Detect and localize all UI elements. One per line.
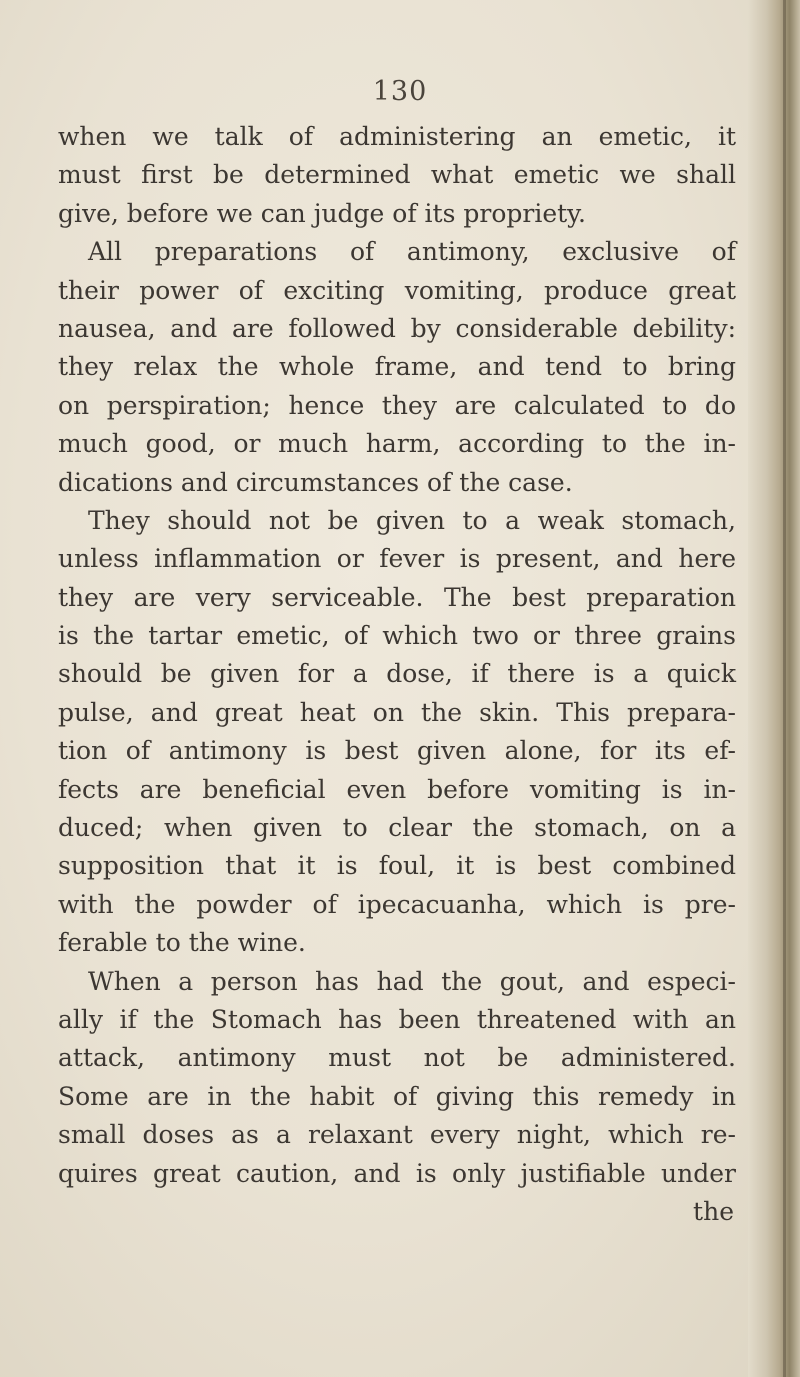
text-line: on perspiration; hence they are calculated to do [58,390,736,420]
text-line: duced; when given to clear the stomach, on a [58,813,736,843]
text-line: should be given for a dose, if there is a quick [58,659,736,689]
text-line: All preparations of antimony, exclusive of [88,237,736,267]
page-number: 130 [372,76,428,107]
text-line: Some are in the habit of giving this remedy in [58,1081,736,1111]
text-line: much good, or much harm, according to the in- [58,429,736,459]
text-line: supposition that it is foul, it is best combined [58,851,736,881]
text-line: when we talk of administering an emetic, it [58,122,736,151]
text-line: When a person has had the gout, and especi- [88,966,736,996]
text-line: pulse, and great heat on the skin. This prepara- [58,697,736,727]
text-line: is the tartar emetic, of which two or three grains [58,621,736,651]
text-line: nausea, and are followed by considerable debility: [58,313,736,343]
text-line: unless inflammation or fever is present, and here [58,544,736,574]
text-line: their power of exciting vomiting, produce great [58,275,736,305]
text-line: fects are beneficial even before vomiting is in- [58,774,736,804]
binding-shadow-line [783,0,786,1377]
text-line: ally if the Stomach has been threatened with an [58,1004,736,1034]
text-line: They should not be given to a weak stomach, [88,505,736,535]
text-line: attack, antimony must not be administered. [58,1043,736,1073]
text-line: dications and circumstances of the case. [58,467,573,497]
text-line: must first be determined what emetic we shall [58,160,736,190]
text-line: give, before we can judge of its propriety. [58,198,586,228]
text-line: ferable to the wine. [58,928,306,958]
text-line: they relax the whole frame, and tend to bring [58,352,736,382]
text-line: tion of antimony is best given alone, for its ef- [58,736,736,766]
catchword: the [693,1196,734,1226]
text-line: with the powder of ipecacuanha, which is pre- [58,889,736,919]
body-text [58,118,736,1231]
text-line: quires great caution, and is only justifiable under [58,1158,736,1188]
page-edge-binding [748,0,800,1377]
text-line: they are very serviceable. The best preparation [58,582,736,612]
text-line: small doses as a relaxant every night, which re- [58,1120,736,1150]
